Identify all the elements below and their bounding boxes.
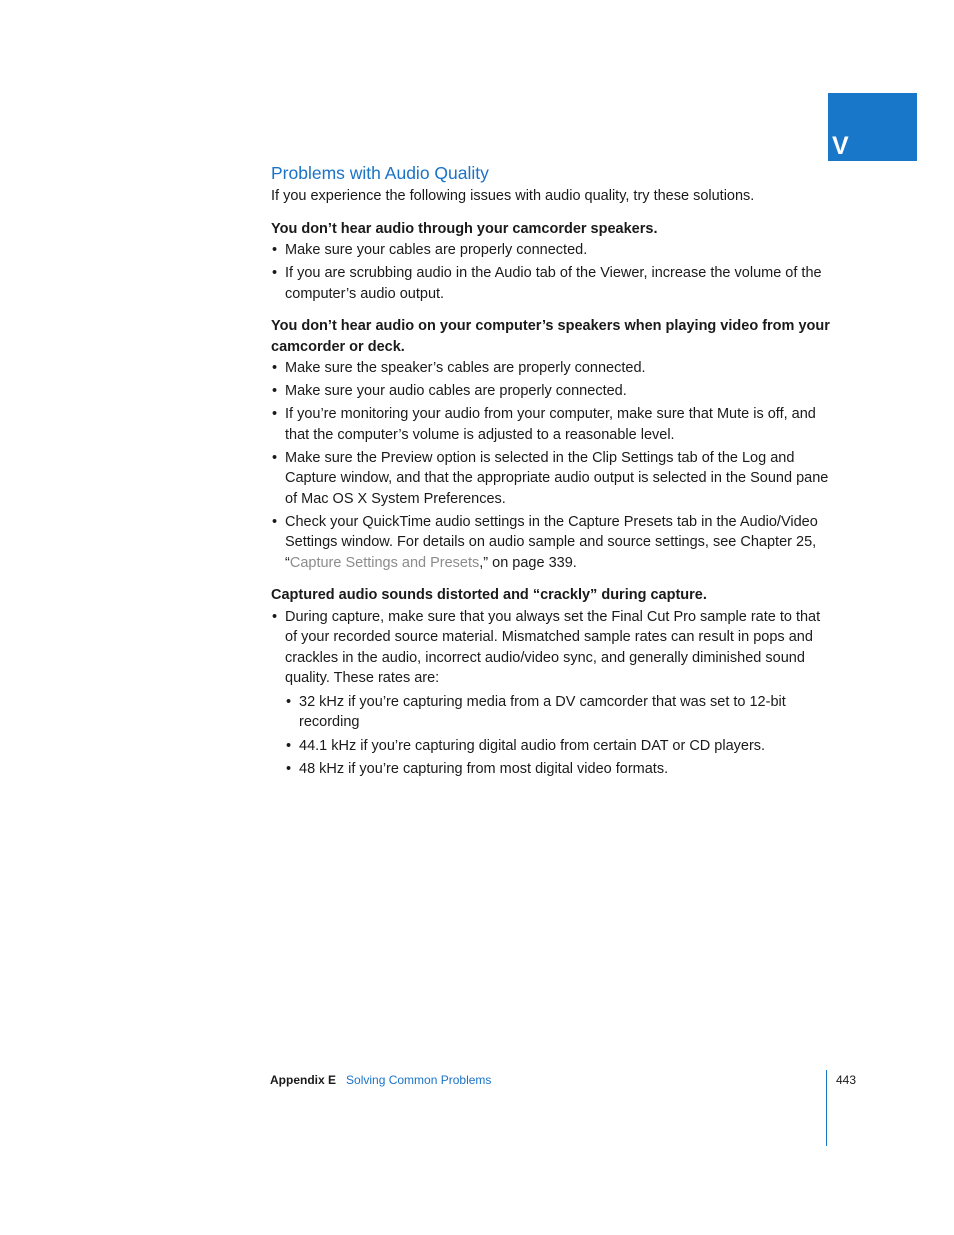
quicktime-text-after: ,” on page 339.: [479, 554, 577, 571]
chapter-tab: [828, 93, 917, 161]
chapter-title-link[interactable]: Solving Common Problems: [346, 1073, 492, 1087]
problem-heading-3: Captured audio sounds distorted and “crackly” during capture.: [271, 587, 707, 603]
list-item: • If you are scrubbing audio in the Audio tab of the Viewer, increase the volume of the computer’s audio output.: [271, 263, 831, 304]
sub-list-item: • 48 kHz if you’re capturing from most digital video formats.: [285, 759, 831, 780]
problem-heading-1: You don’t hear audio through your camcorder speakers.: [271, 220, 658, 237]
section-intro: If you experience the following issues with audio quality, try these solutions.: [271, 188, 755, 204]
page-number: 443: [836, 1073, 857, 1087]
list-item: • If you’re monitoring your audio from your computer, make sure that Mute is off, and that the computer’s volume is adjusted to a reasonable level.: [271, 404, 831, 445]
sample-rate-list: [285, 692, 831, 780]
solution-list-3: [271, 607, 831, 780]
chapter-tab-letter: V: [832, 132, 849, 160]
capture-settings-link[interactable]: Capture Settings and Presets: [289, 554, 480, 571]
list-item-text: During capture, make sure that you always set the Final Cut Pro sample rate to that of your recorded source material. Mismatched sample rates can result in pops and crackles in the audio, incorrect audio/video sync, and generally diminished sound quality. These rates are:: [285, 608, 821, 686]
list-item: • Make sure your cables are properly connected.: [271, 240, 831, 261]
sub-list-item: • 44.1 kHz if you’re capturing digital audio from certain DAT or CD players.: [285, 736, 831, 757]
solution-list-2: [271, 358, 831, 573]
list-item: • Make sure the speaker’s cables are properly connected.: [271, 358, 831, 379]
appendix-label: Appendix E: [270, 1073, 337, 1087]
quicktime-text-before: Check your QuickTime audio settings in the Capture Presets tab in the Audio/Video Settings window. For details on audio sample and source settings, see Chapter 25, “: [285, 513, 818, 571]
section-title: Problems with Audio Quality: [271, 163, 489, 183]
list-item: [271, 607, 831, 780]
list-item: [271, 512, 831, 574]
page-footer: [270, 1072, 491, 1088]
list-item: • Make sure the Preview option is selected in the Clip Settings tab of the Log and Capture window, and that the appropriate audio output is selected in the Sound pane of Mac OS X System Preferences.: [271, 448, 831, 510]
list-item: • Make sure your audio cables are properly connected.: [271, 381, 831, 402]
problem-heading-2: You don’t hear audio on your computer’s speakers when playing video from your camcorder or deck.: [271, 318, 830, 355]
solution-list-1: [271, 240, 831, 304]
sub-list-item: • 32 kHz if you’re capturing media from a DV camcorder that was set to 12-bit recording: [285, 692, 831, 733]
main-content: [271, 162, 831, 783]
footer-divider: [826, 1070, 827, 1146]
